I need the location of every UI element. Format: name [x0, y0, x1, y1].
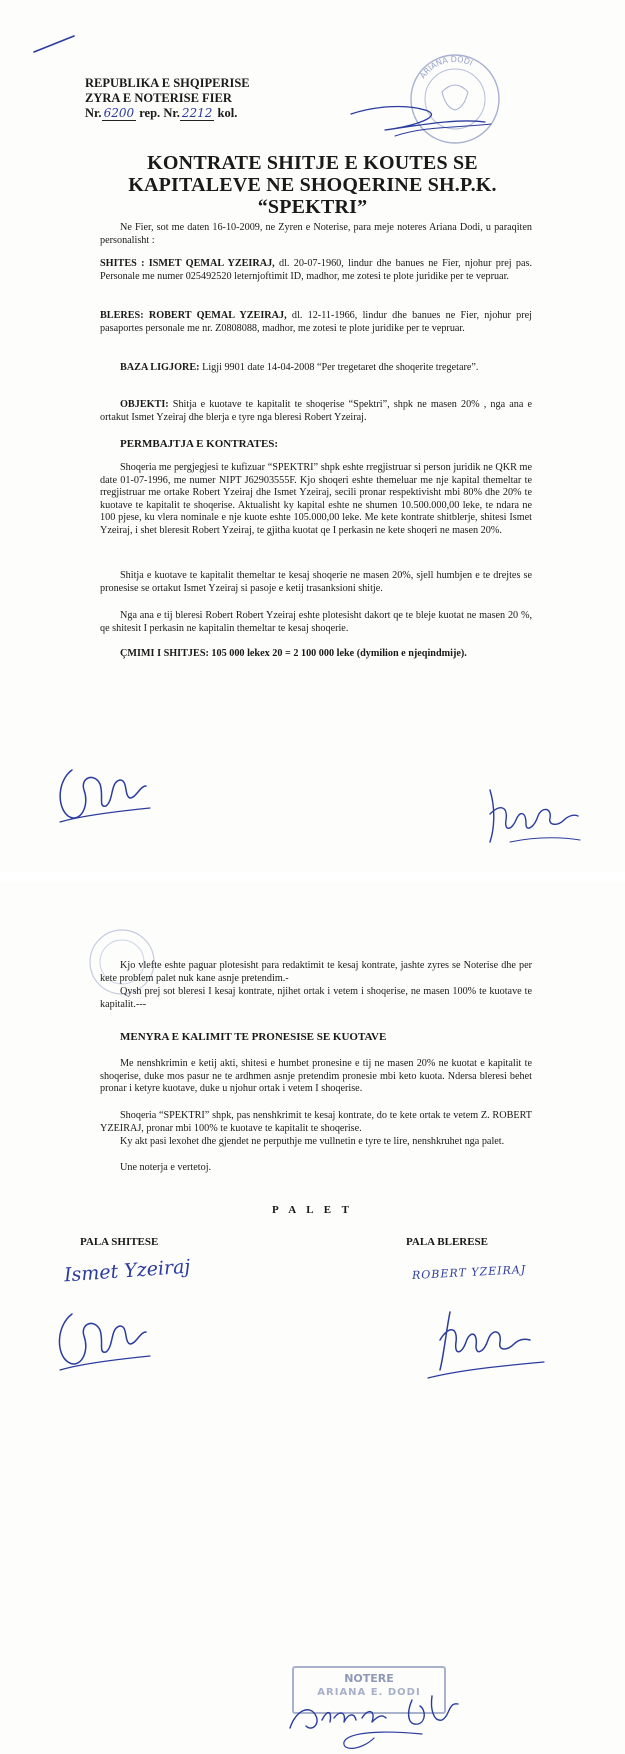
- seller-party-label: PALA SHITESE: [80, 1236, 159, 1248]
- page2-paragraph-2: Qysh prej sot bleresi I kesaj kontrate, njihet ortak i vetem i shoqerise, ne masen 100% te kuotave te kapitalit.---: [100, 986, 532, 1010]
- buyer-handwritten-name: ROBERT YZEIRAJ: [411, 1263, 527, 1282]
- page-2: [0, 882, 625, 1754]
- buyer-signature-1: [480, 780, 590, 850]
- seller-signature-1: [50, 750, 160, 830]
- seller-paragraph: SHITES : ISMET QEMAL YZEIRAJ, dl. 20-07-1960, lindur dhe banues ne Fier, njohur prej pas. Personale me numer 025492520 leternjoftimit ID, madhor, me zotesi te plote juridike per te vepruar.: [100, 258, 532, 282]
- notary-signature: [282, 1660, 482, 1754]
- transfer-paragraph-3: Ky akt pasi lexohet dhe gjendet ne perputhje me vullnetin e tyre te lire, nenshkruhet nga palet.: [120, 1136, 505, 1147]
- rep-number: 6200: [103, 106, 135, 120]
- pen-mark: [30, 30, 80, 60]
- seal-text: ARIANA DODI: [418, 54, 475, 81]
- document-title: KONTRATE SHITJE E KOUTES SE KAPITALEVE NE SHOQERINE SH.P.K. “SPEKTRI”: [128, 152, 497, 218]
- seller-signature-2: [48, 1298, 158, 1378]
- page-1: [0, 0, 625, 872]
- header-line-1: REPUBLIKA E SHQIPERISE: [85, 76, 250, 90]
- content-paragraph-3: Nga ana e tij bleresi Robert Robert Yzeiraj eshte plotesisht dakort qe te bleje kuotat ne masen 20 %, qe shitesit I perkasin ne kapitalin themeltar te kesaj shoqerie.: [100, 610, 532, 634]
- seller-handwritten-name: Ismet Yzeiraj: [63, 1255, 191, 1287]
- legal-basis-paragraph: BAZA LIGJORE: Ligji 9901 date 14-04-2008 “Per tregetaret dhe shoqerite tregetare”.: [120, 362, 479, 373]
- kol-number: 2212: [181, 106, 213, 120]
- header-reg-numbers: Nr. 6200 rep. Nr. 2212 kol.: [85, 106, 238, 120]
- price-paragraph: ÇMIMI I SHITJES: 105 000 lekex 20 = 2 100 000 leke (dymilion e njeqindmije).: [120, 648, 467, 659]
- transfer-paragraph-1: Me nenshkrimin e ketij akti, shitesi e humbet pronesine e tij ne masen 20% ne kuotat e kapitalit te shoqerise, duke mos pasur ne te ardhmen asnje pretendim pronesie mbi keto kuota. Ndersa bleresi behet pronar i ketyre kuotave, duke u njohur ortak i vetem I shoqerise.: [100, 1058, 532, 1095]
- buyer-party-label: PALA BLERESE: [406, 1236, 489, 1248]
- header-line-2: ZYRA E NOTERISE FIER: [85, 91, 232, 105]
- notary-stamp-line-1: NOTERE: [344, 1672, 394, 1685]
- svg-text:ARIANA DODI: [418, 55, 474, 80]
- notary-stamp-line-2: ARIANA E. DODI: [317, 1687, 421, 1698]
- parties-heading: P A L E T: [271, 1204, 354, 1216]
- buyer-paragraph: BLERES: ROBERT QEMAL YZEIRAJ, dl. 12-11-1966, lindur dhe banues ne Fier, njohur prej pasaportes personale me nr. Z0808088, madhor, me zotesi te plote juridike per te vepruar.: [100, 310, 532, 334]
- page2-paragraph-1: Kjo vlefte eshte paguar plotesisht para redaktimit te kesaj kontrate, jashte zyres se Noterise dhe per kete problem palet nuk kane asnje pretendim.-: [100, 960, 532, 984]
- transfer-heading: MENYRA E KALIMIT TE PRONESISE SE KUOTAVE: [120, 1031, 387, 1043]
- transfer-paragraph-4: Une noterja e vertetoj.: [120, 1162, 212, 1173]
- buyer-signature-2: [420, 1296, 550, 1386]
- content-paragraph-2: Shitja e kuotave te kapitalit themeltar te kesaj shoqerie ne masen 20%, sjell humbjen e te drejtes se pronesise se ortakut Ismet Yzeiraj si pasoje e ketij trasanksioni shitje.: [100, 570, 532, 594]
- content-heading: PERMBAJTJA E KONTRATES:: [120, 438, 279, 450]
- transfer-paragraph-2: Shoqeria “SPEKTRI” shpk, pas nenshkrimit te kesaj kontrate, do te kete ortak te vetem Z. ROBERT YZEIRAJ, pronar mbi 100% te kuotave te kapitalit te shoqerise.: [100, 1110, 532, 1134]
- content-paragraph-1: Shoqeria me pergjegjesi te kufizuar “SPEKTRI” shpk eshte rregjistruar si person juridik ne QKR me date 01-07-1996, me numer NIPT J62903555F. Kjo shoqeri eshte themeluar me nje kapital themeltar te rregjistruar me ortake Robert Yzeiraj dhe Ismet Yzeiraj, secili pronar respektivisht mbi 80% dhe 20% te kuotave te kapitalit te shoqerise. Aktualisht ky kapital eshte ne shumen 10.500.000,00 leke, te ndara ne 100 pjese, ku vlera nominale e nje kuote eshte 105.000,00 leke. Me kete kontrate shitblerje, shitesi Ismet Yzeiraj, i shet bleresit Robert Yzeiraj, te gjitha kuotat qe I perkasin ne kete shoqeri ne masen 20%.: [100, 462, 532, 536]
- seal-signature: [345, 96, 495, 144]
- intro-paragraph: Ne Fier, sot me daten 16-10-2009, ne Zyren e Noterise, para meje noteres Ariana Dodi, u paraqiten personalisht :: [100, 222, 532, 246]
- page-gap: [0, 872, 625, 882]
- object-paragraph: OBJEKTI: Shitja e kuotave te kapitalit te shoqerise “Spektri”, shpk ne masen 20% , nga ana e ortakut Ismet Yzeiraj dhe blerja e tyre nga bleresi Robert Yzeiraj.: [100, 399, 532, 423]
